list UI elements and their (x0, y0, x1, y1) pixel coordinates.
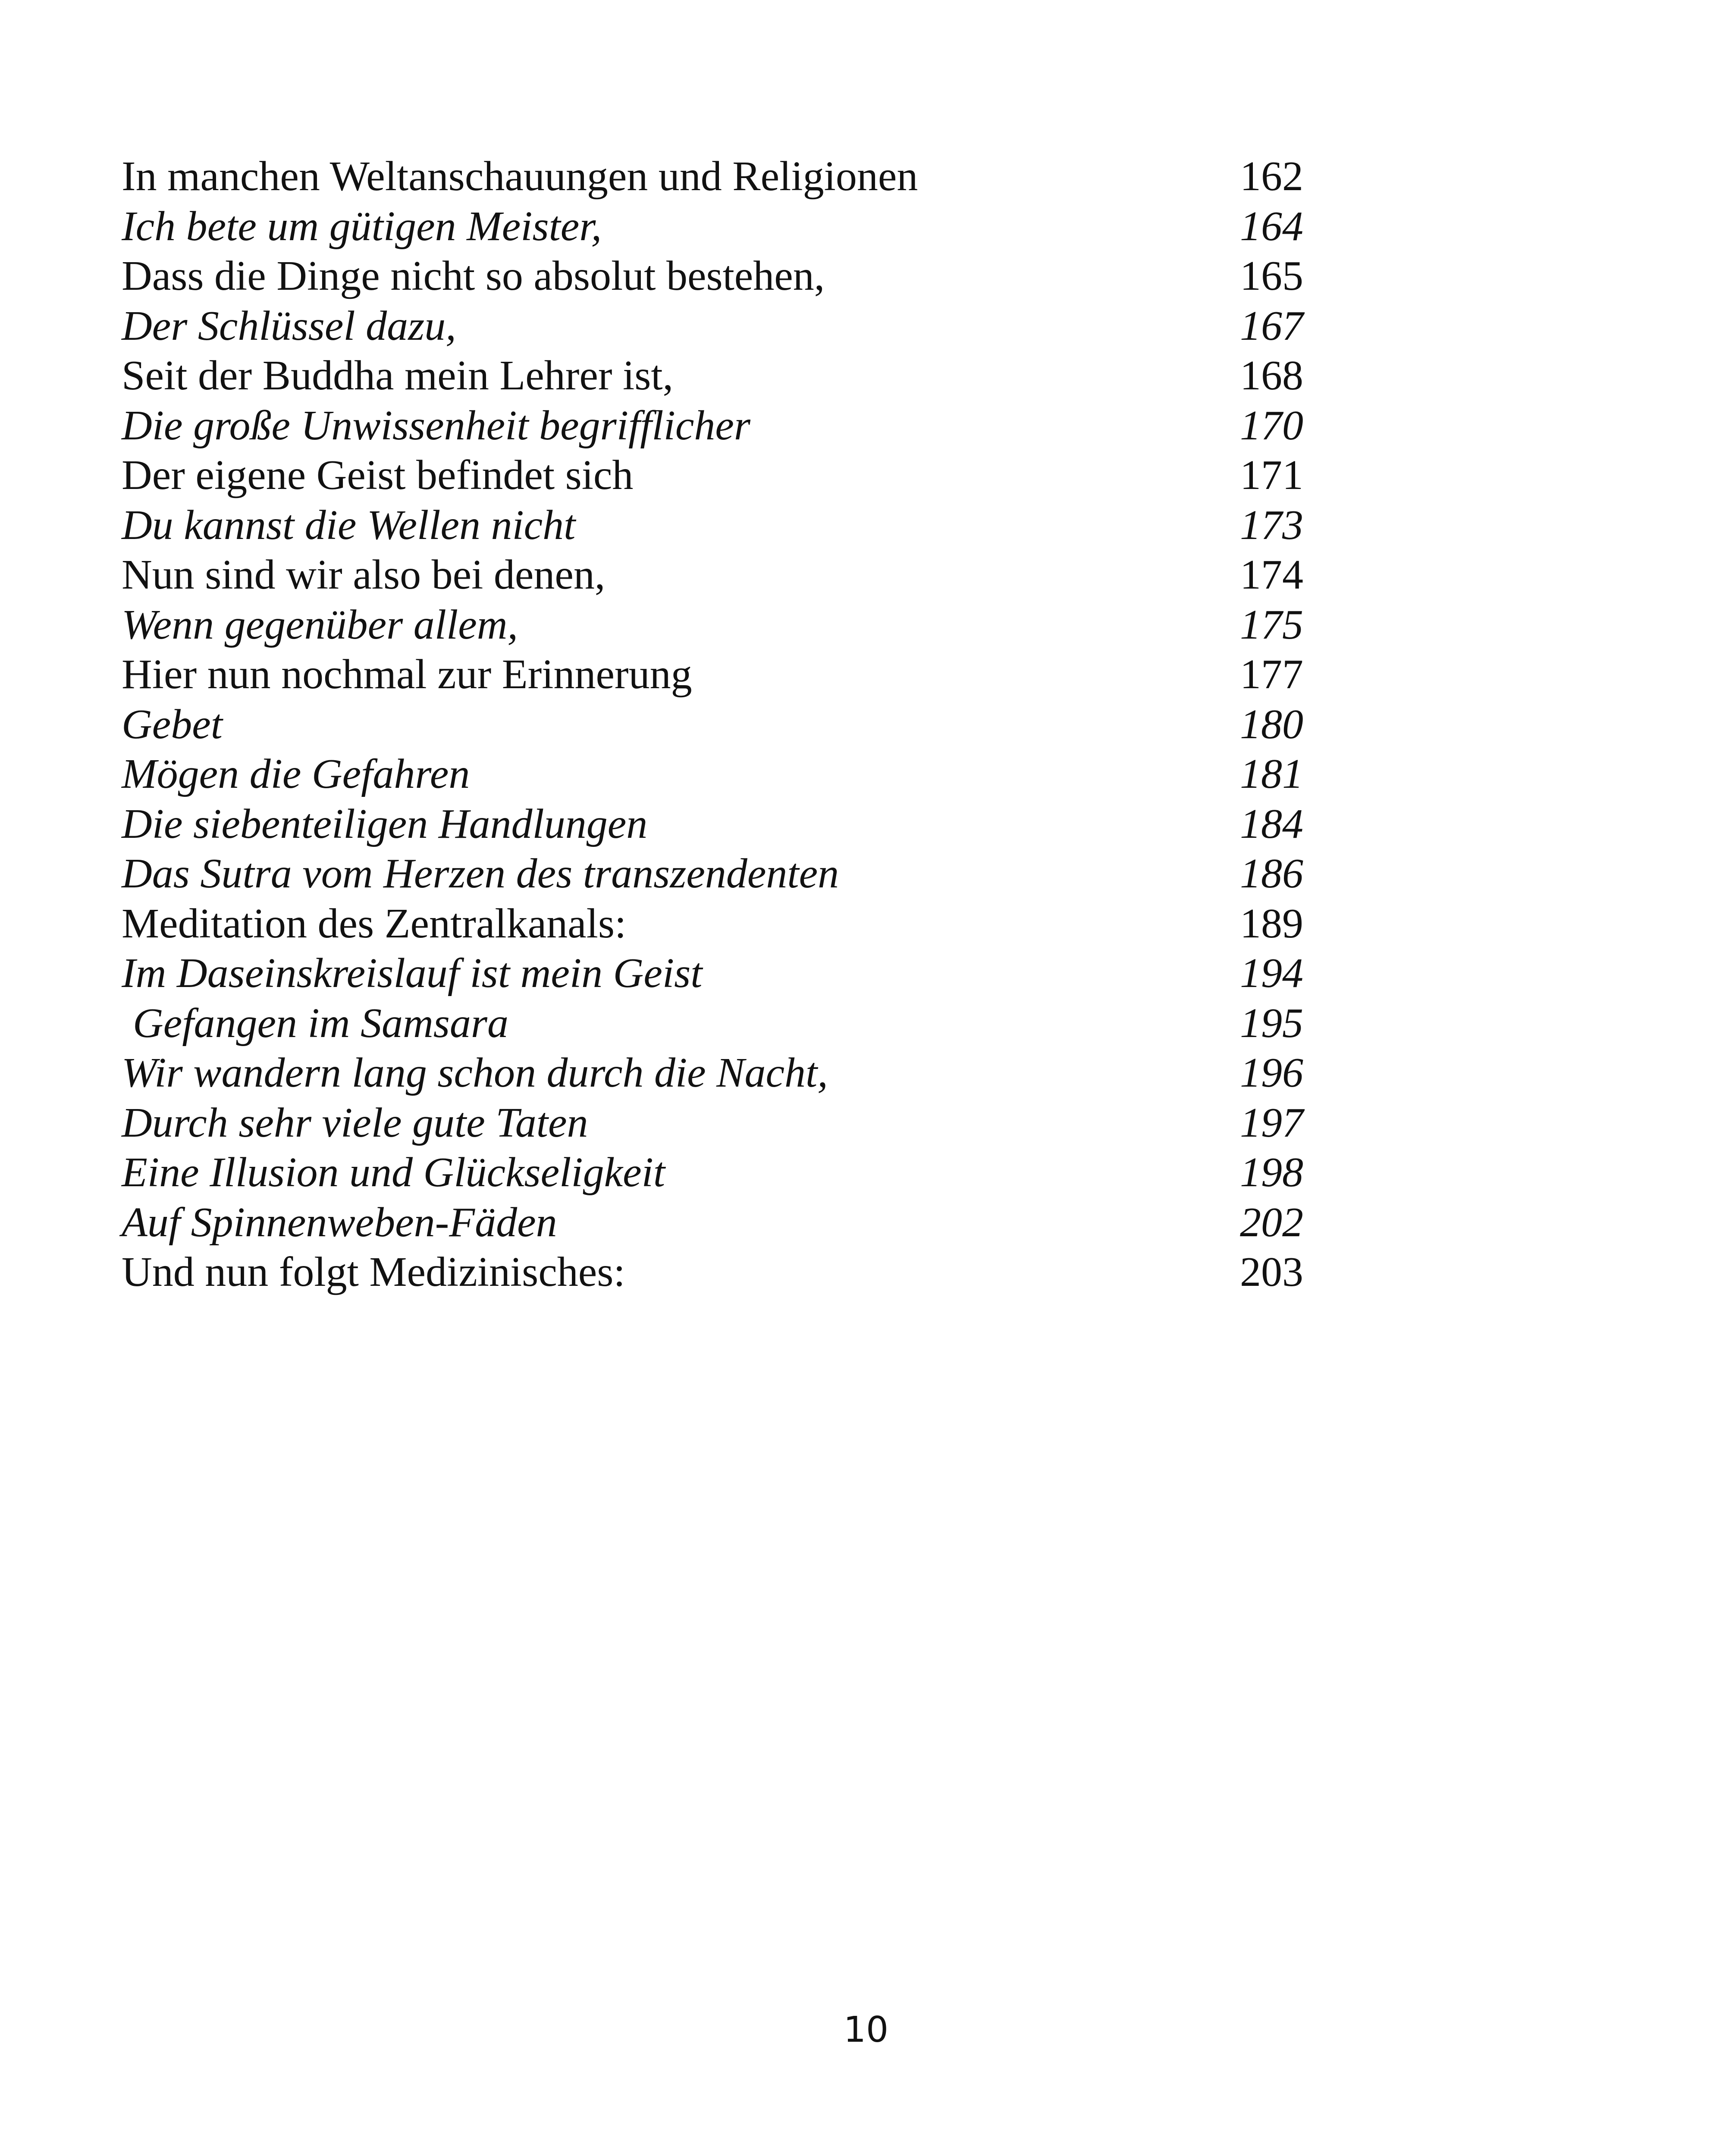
toc-entry-page: 197 (1240, 1099, 1303, 1146)
toc-entry (122, 1198, 1303, 1248)
toc-entry (122, 1048, 1303, 1098)
toc-entry (122, 1148, 1303, 1198)
toc-entry (122, 550, 1303, 600)
toc-entry-page: 184 (1240, 800, 1303, 847)
toc-entry (122, 899, 1303, 949)
toc-entry-title: Seit der Buddha mein Lehrer ist, (122, 352, 674, 399)
toc-entry-page: 195 (1240, 1000, 1303, 1047)
toc-entry (122, 999, 1303, 1049)
toc-entry (122, 1247, 1303, 1297)
toc-entry (122, 451, 1303, 501)
toc-entry-title: Dass die Dinge nicht so absolut bestehen, (122, 253, 825, 299)
toc-entry (122, 600, 1303, 650)
toc-entry-title: Meditation des Zentralkanals: (122, 900, 627, 947)
toc-entry-page: 170 (1240, 402, 1303, 449)
toc-entry (122, 700, 1303, 750)
toc-entry (122, 1098, 1303, 1148)
toc-entry-title: Du kannst die Wellen nicht (122, 501, 576, 548)
toc-entry-title: Und nun folgt Medizinisches: (122, 1249, 625, 1295)
toc-entry-title: Gebet (122, 701, 223, 748)
toc-entry (122, 650, 1303, 700)
toc-entry-page: 198 (1240, 1149, 1303, 1196)
toc-entry (122, 251, 1303, 301)
toc-entry-title: Hier nun nochmal zur Erinnerung (122, 651, 692, 698)
toc-entry-page: 180 (1240, 701, 1303, 748)
toc-entry (122, 501, 1303, 551)
toc-entry-title: Wir wandern lang schon durch die Nacht, (122, 1050, 828, 1096)
toc-entry-page: 177 (1240, 651, 1303, 698)
toc-entry-title: Ich bete um gütigen Meister, (122, 203, 602, 250)
toc-entry (122, 401, 1303, 451)
toc-entry-page: 173 (1240, 501, 1303, 548)
toc-entry-title: Der eigene Geist befindet sich (122, 452, 634, 498)
toc-entry-page: 168 (1240, 352, 1303, 399)
toc-entry-page: 165 (1240, 253, 1303, 299)
page-number: 10 (843, 2009, 889, 2050)
toc-entry-page: 196 (1240, 1050, 1303, 1096)
toc-entry-title: Wenn gegenüber allem, (122, 601, 518, 648)
toc-entry-title: Mögen die Gefahren (122, 751, 470, 797)
toc-entry-title: Gefangen im Samsara (133, 1000, 509, 1047)
toc-entry-title: Der Schlüssel dazu, (122, 302, 456, 349)
toc-entry (122, 202, 1303, 252)
toc-entry-title: Auf Spinnenweben-Fäden (122, 1199, 557, 1246)
toc-entry-page: 203 (1240, 1249, 1303, 1295)
toc-entry-title: In manchen Weltanschauungen und Religionen (122, 153, 918, 200)
toc-entry-page: 175 (1240, 601, 1303, 648)
toc-entry-title: Die große Unwissenheit begrifflicher (122, 402, 750, 449)
toc-entry-title: Die siebenteiligen Handlungen (122, 800, 648, 847)
toc-entry (122, 799, 1303, 849)
toc-entry (122, 749, 1303, 799)
toc-entry-page: 171 (1240, 452, 1303, 498)
toc-entry-page: 186 (1240, 850, 1303, 897)
toc-entry-page: 162 (1240, 153, 1303, 200)
toc-entry-page: 202 (1240, 1199, 1303, 1246)
toc-entry-title: Das Sutra vom Herzen des transzendenten (122, 850, 839, 897)
toc-entry-page: 181 (1240, 751, 1303, 797)
toc-entry (122, 949, 1303, 999)
toc-entry-title: Nun sind wir also bei denen, (122, 552, 606, 598)
toc-entry-page: 189 (1240, 900, 1303, 947)
table-of-contents (122, 152, 1303, 1297)
toc-entry-page: 194 (1240, 950, 1303, 997)
toc-entry (122, 849, 1303, 899)
toc-entry-page: 174 (1240, 552, 1303, 598)
toc-entry-title: Durch sehr viele gute Taten (122, 1099, 588, 1146)
toc-entry (122, 152, 1303, 202)
toc-entry-title: Eine Illusion und Glückseligkeit (122, 1149, 665, 1196)
toc-entry-page: 167 (1240, 302, 1303, 349)
toc-entry (122, 301, 1303, 351)
toc-entry-page: 164 (1240, 203, 1303, 250)
toc-entry (122, 351, 1303, 401)
toc-entry-title: Im Daseinskreislauf ist mein Geist (122, 950, 703, 997)
